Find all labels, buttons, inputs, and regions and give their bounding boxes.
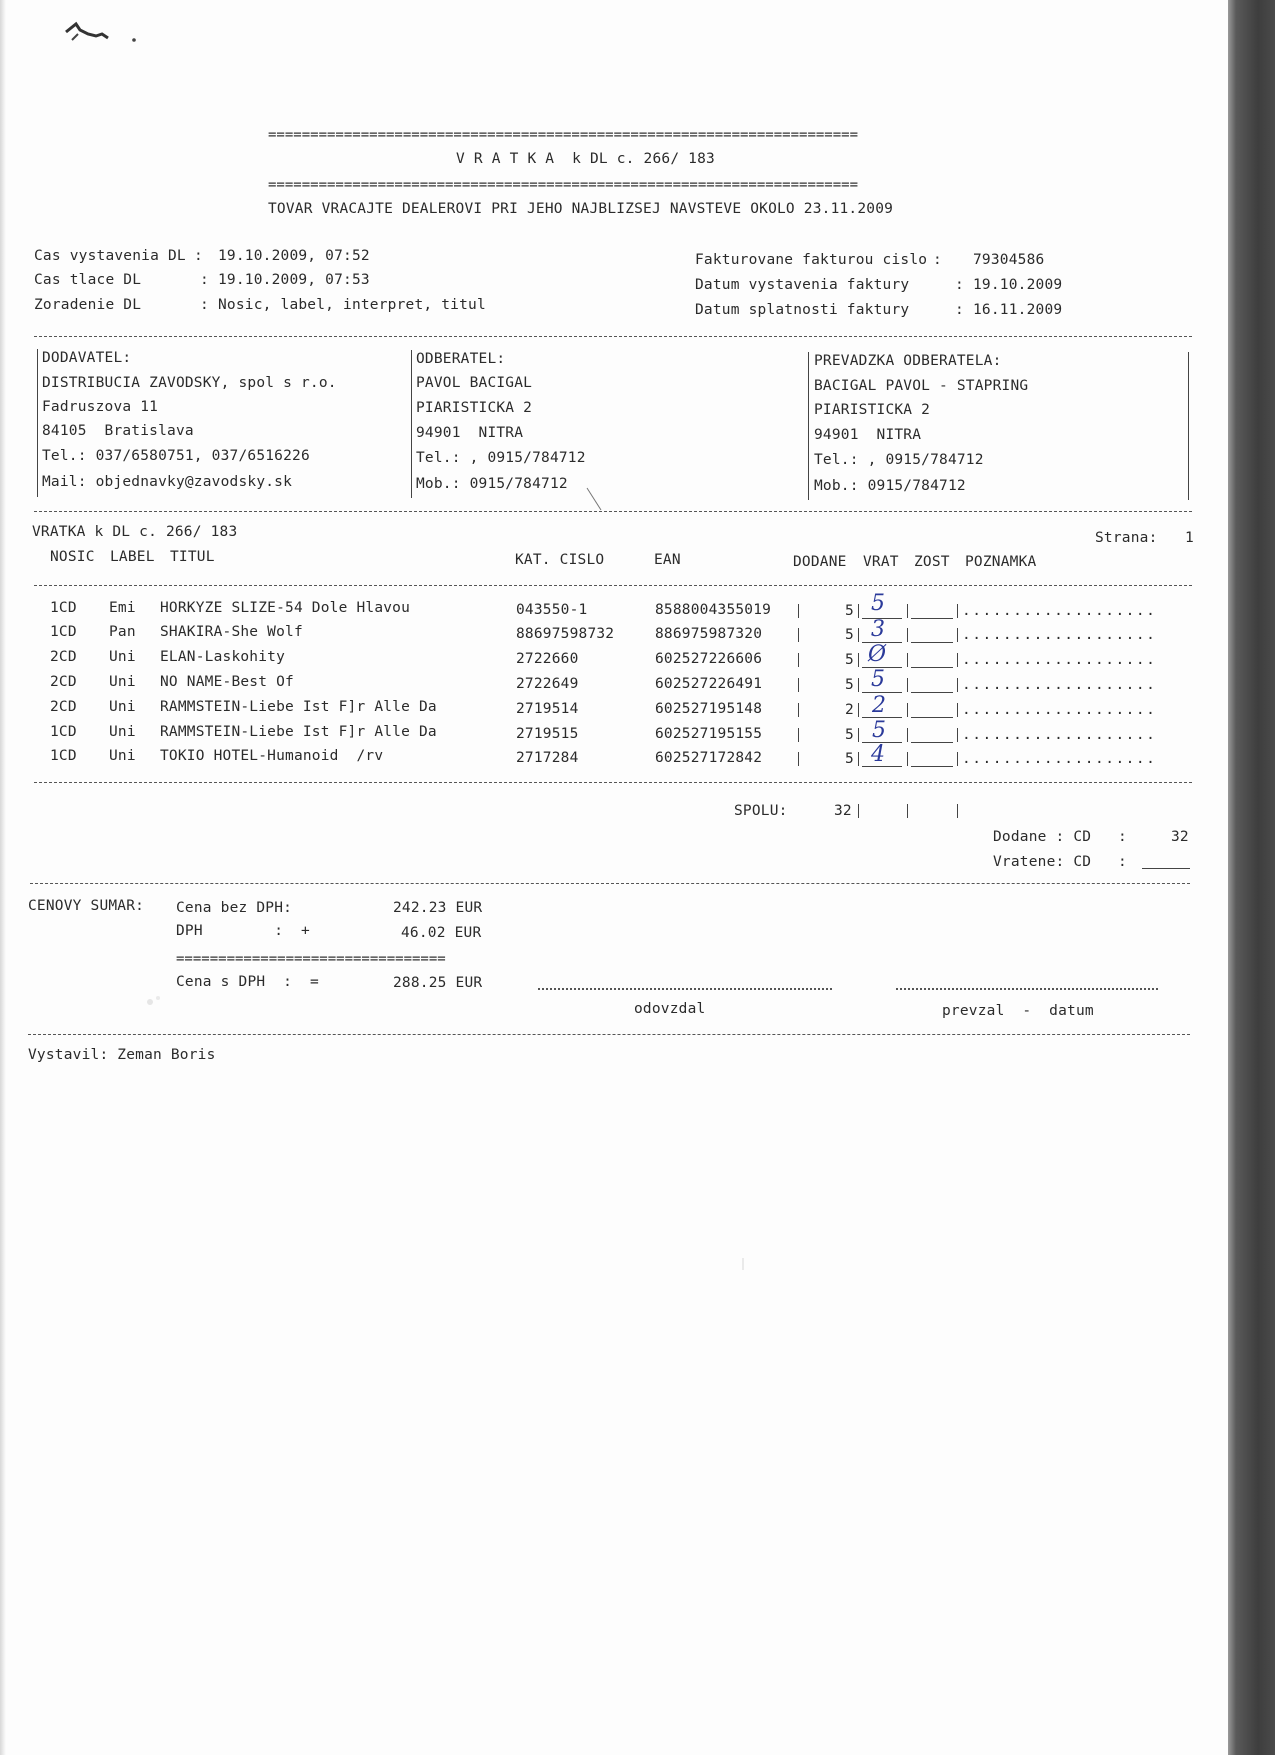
meta-sep: : [200, 297, 209, 313]
table-row [0, 591, 1228, 621]
cell-kat-cislo: 043550-1 [516, 602, 588, 618]
col-zost: ZOST [914, 554, 950, 570]
cell-bar [798, 703, 799, 717]
divider [28, 1034, 1190, 1035]
cell-bar [858, 628, 859, 642]
supplier-heading: DODAVATEL: [42, 350, 132, 366]
scan-speck [740, 1256, 750, 1276]
supplier-tel: Tel.: 037/6580751, 037/6516226 [42, 448, 310, 464]
scan-dark-edge [1228, 0, 1275, 1755]
cell-bar [798, 752, 799, 766]
meta-value: 16.11.2009 [973, 302, 1063, 318]
cell-kat-cislo: 2719514 [516, 701, 579, 717]
title-separator-top: ====================================================================== [268, 128, 859, 142]
branch-name: BACIGAL PAVOL - STAPRING [814, 378, 1029, 394]
zost-blank[interactable] [911, 667, 953, 668]
title-separator-bottom: ====================================================================== [268, 178, 859, 192]
cell-bar [798, 653, 799, 667]
supplier-name: DISTRIBUCIA ZAVODSKY, spol s r.o. [42, 375, 337, 391]
cell-ean: 886975987320 [655, 626, 763, 642]
branch-city: 94901 NITRA [814, 427, 922, 443]
cell-bar [907, 752, 908, 766]
cell-dodane: 2 [845, 702, 854, 718]
divider [34, 511, 1192, 512]
cell-titul: HORKYZE SLIZE-54 Dole Hlavou [160, 600, 411, 616]
cell-bar [907, 678, 908, 692]
branch-tel: Tel.: , 0915/784712 [814, 452, 984, 468]
meta-label: Cas vystavenia DL [34, 248, 186, 264]
cell-bar [858, 678, 859, 692]
customer-name: PAVOL BACIGAL [416, 375, 533, 391]
vrat-handwritten: Ø [868, 642, 887, 667]
cell-bar [907, 653, 908, 667]
supplier-mail: Mail: objednavky@zavodsky.sk [42, 474, 293, 490]
price-heading: CENOVY SUMAR: [28, 898, 145, 914]
table-row [0, 742, 1228, 769]
cell-dodane: 5 [845, 751, 854, 767]
cell-dodane: 5 [845, 627, 854, 643]
col-nosic: NOSIC [50, 549, 95, 565]
poznamka-dots[interactable]: ................... [962, 627, 1157, 643]
customer-street: PIARISTICKA 2 [416, 400, 533, 416]
cell-kat-cislo: 2719515 [516, 726, 579, 742]
branch-street: PIARISTICKA 2 [814, 402, 931, 418]
cell-bar [957, 752, 958, 766]
cell-nosic: 1CD [50, 624, 77, 640]
signature-line-prevzal[interactable] [896, 988, 1158, 990]
meta-label: Fakturovane fakturou cislo [695, 252, 928, 268]
cell-bar [957, 678, 958, 692]
page-number: 1 [1185, 530, 1194, 546]
signature-label-odovzdal: odovzdal [634, 1001, 706, 1017]
price-equals-line: ================================ [176, 952, 446, 966]
price-s-value: 288.25 EUR [393, 975, 483, 991]
meta-value: 19.10.2009 [973, 277, 1063, 293]
vrat-handwritten: 2 [872, 693, 886, 718]
cell-label: Uni [109, 724, 136, 740]
scan-speck [140, 990, 180, 1020]
meta-value: 79304586 [973, 252, 1045, 268]
zost-blank[interactable] [911, 766, 953, 767]
poznamka-dots[interactable]: ................... [962, 727, 1157, 743]
cell-bar [907, 628, 908, 642]
cell-kat-cislo: 2722649 [516, 676, 579, 692]
branch-border-left [808, 352, 809, 500]
cell-bar [858, 604, 859, 618]
cell-dodane: 5 [845, 603, 854, 619]
supplier-city: 84105 Bratislava [42, 423, 194, 439]
table-row [0, 642, 1228, 670]
cell-ean: 8588004355019 [655, 602, 772, 618]
spolu-value: 32 [834, 803, 852, 819]
table-row [0, 667, 1228, 695]
cell-ean: 602527226606 [655, 651, 763, 667]
cell-ean: 602527226491 [655, 676, 763, 692]
cell-label: Uni [109, 649, 136, 665]
meta-label: Zoradenie DL [34, 297, 142, 313]
cell-titul: ELAN-Laskohity [160, 649, 286, 665]
vrat-handwritten: 3 [871, 617, 885, 642]
vrat-handwritten: 4 [871, 742, 885, 767]
scan-edge-shadow [0, 0, 6, 1755]
col-vrat: VRAT [863, 554, 899, 570]
customer-border [411, 350, 412, 498]
vrat-handwritten: 5 [871, 667, 885, 692]
cell-ean: 602527195148 [655, 701, 763, 717]
col-titul: TITUL [170, 549, 215, 565]
supplier-border [37, 349, 38, 497]
total-bar [957, 804, 958, 818]
cell-nosic: 2CD [50, 649, 77, 665]
branch-mob: Mob.: 0915/784712 [814, 478, 966, 494]
customer-tel: Tel.: , 0915/784712 [416, 450, 586, 466]
cell-bar [858, 703, 859, 717]
cell-dodane: 5 [845, 677, 854, 693]
meta-value: 19.10.2009, 07:52 [218, 248, 370, 264]
divider [34, 585, 1192, 586]
cell-bar [907, 604, 908, 618]
cell-kat-cislo: 88697598732 [516, 626, 615, 642]
cell-nosic: 2CD [50, 699, 77, 715]
zost-blank[interactable] [911, 642, 953, 643]
poznamka-dots[interactable]: ................... [962, 751, 1157, 767]
meta-sep: : [955, 277, 964, 293]
cell-bar [907, 728, 908, 742]
table-row [0, 718, 1228, 745]
poznamka-dots[interactable]: ................... [962, 603, 1157, 619]
col-ean: EAN [654, 552, 681, 568]
total-bar [907, 804, 908, 818]
scan-mark [62, 18, 152, 48]
page-label: Strana: [1095, 530, 1158, 546]
cell-label: Pan [109, 624, 136, 640]
cell-titul: TOKIO HOTEL-Humanoid /rv [160, 748, 384, 764]
meta-label: Cas tlace DL [34, 272, 142, 288]
cell-bar [798, 628, 799, 642]
dodane-value: 32 [1171, 829, 1189, 845]
list-title: VRATKA k DL c. 266/ 183 [32, 524, 238, 540]
signature-line-odovzdal[interactable] [538, 988, 832, 990]
meta-sep: : [933, 252, 942, 268]
vratene-label: Vratene: CD : [993, 854, 1127, 870]
cell-bar [957, 728, 958, 742]
meta-value: 19.10.2009, 07:53 [218, 272, 370, 288]
cell-bar [858, 653, 859, 667]
meta-sep: : [200, 272, 209, 288]
cell-nosic: 1CD [50, 600, 77, 616]
cell-dodane: 5 [845, 652, 854, 668]
cell-ean: 602527172842 [655, 750, 763, 766]
price-bez-label: Cena bez DPH: [176, 900, 293, 916]
cell-kat-cislo: 2722660 [516, 651, 579, 667]
zost-blank[interactable] [911, 717, 953, 718]
meta-value: Nosic, label, interpret, titul [218, 297, 486, 313]
cell-nosic: 1CD [50, 748, 77, 764]
dodane-label: Dodane : CD : [993, 829, 1127, 845]
price-s-label: Cena s DPH : = [176, 974, 319, 990]
price-dph-label: DPH : + [176, 923, 310, 939]
cell-nosic: 2CD [50, 674, 77, 690]
meta-sep: : [194, 248, 203, 264]
total-bar [858, 804, 859, 818]
table-row [0, 693, 1228, 720]
cell-bar [798, 604, 799, 618]
poznamka-dots[interactable]: ................... [962, 652, 1157, 668]
vrat-handwritten: 5 [872, 718, 886, 743]
cell-label: Uni [109, 674, 136, 690]
col-kat-cislo: KAT. CISLO [515, 552, 605, 568]
divider [34, 782, 1192, 783]
cell-bar [798, 678, 799, 692]
cell-bar [957, 653, 958, 667]
cell-titul: RAMMSTEIN-Liebe Ist F]r Alle Da [160, 699, 437, 715]
customer-mob: Mob.: 0915/784712 [416, 476, 568, 492]
meta-label: Datum splatnosti faktury [695, 302, 910, 318]
cell-titul: NO NAME-Best Of [160, 674, 294, 690]
col-poznamka: POZNAMKA [965, 554, 1037, 570]
zost-blank[interactable] [911, 692, 953, 693]
customer-city: 94901 NITRA [416, 425, 524, 441]
col-label: LABEL [110, 549, 155, 565]
cell-bar [798, 728, 799, 742]
cell-dodane: 5 [845, 727, 854, 743]
price-bez-value: 242.23 EUR [393, 900, 483, 916]
zost-blank[interactable] [911, 742, 953, 743]
cell-label: Emi [109, 600, 136, 616]
meta-sep: : [955, 302, 964, 318]
cell-bar [858, 752, 859, 766]
cell-titul: RAMMSTEIN-Liebe Ist F]r Alle Da [160, 724, 437, 740]
cell-bar [957, 604, 958, 618]
branch-heading: PREVADZKA ODBERATELA: [814, 353, 1002, 369]
cell-bar [957, 703, 958, 717]
cell-label: Uni [109, 699, 136, 715]
customer-heading: ODBERATEL: [416, 351, 506, 367]
cell-bar [957, 628, 958, 642]
price-dph-value: 46.02 EUR [401, 925, 482, 941]
poznamka-dots[interactable]: ................... [962, 702, 1157, 718]
pen-stroke [585, 486, 605, 514]
col-dodane: DODANE [793, 554, 847, 570]
cell-bar [907, 703, 908, 717]
branch-border-right [1188, 352, 1189, 500]
vratene-blank[interactable] [1142, 868, 1190, 869]
vrat-handwritten: 5 [871, 591, 885, 616]
document-title: V R A T K A k DL c. 266/ 183 [456, 151, 715, 167]
poznamka-dots[interactable]: ................... [962, 677, 1157, 693]
cell-ean: 602527195155 [655, 726, 763, 742]
supplier-street: Fadruszova 11 [42, 399, 159, 415]
signature-label-prevzal: prevzal - datum [942, 1003, 1094, 1019]
zost-blank[interactable] [911, 618, 953, 619]
issued-by: Vystavil: Zeman Boris [28, 1047, 216, 1063]
cell-label: Uni [109, 748, 136, 764]
cell-nosic: 1CD [50, 724, 77, 740]
table-row [0, 617, 1228, 645]
divider [30, 883, 1190, 884]
meta-label: Datum vystavenia faktury [695, 277, 910, 293]
spolu-label: SPOLU: [734, 803, 788, 819]
return-instruction: TOVAR VRACAJTE DEALEROVI PRI JEHO NAJBLIZSEJ NAVSTEVE OKOLO 23.11.2009 [268, 201, 894, 217]
cell-kat-cislo: 2717284 [516, 750, 579, 766]
divider [34, 336, 1192, 337]
cell-bar [858, 728, 859, 742]
cell-titul: SHAKIRA-She Wolf [160, 624, 303, 640]
